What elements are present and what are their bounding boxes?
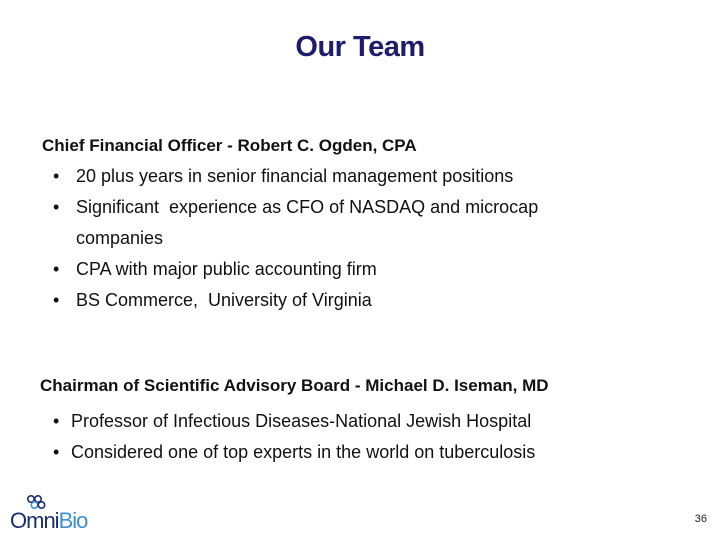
- omnibio-logo: [8, 494, 98, 534]
- logo-wordmark: [10, 508, 87, 534]
- list-item: [0, 437, 691, 468]
- cfo-section: [0, 133, 720, 316]
- list-item: [0, 406, 691, 437]
- bullet-text: CPA with major public accounting firm: [76, 259, 377, 279]
- list-item: [0, 161, 616, 192]
- chairman-section: [0, 373, 720, 468]
- list-item: [0, 192, 616, 254]
- logo-text-bio: Bio: [58, 508, 88, 533]
- bullet-dot-icon: •: [53, 411, 60, 431]
- page-number: 36: [694, 513, 707, 525]
- cfo-bullet-list: [0, 161, 720, 316]
- bullet-dot-icon: •: [53, 259, 60, 279]
- bullet-dot-icon: •: [53, 290, 60, 310]
- bullet-dot-icon: •: [53, 442, 60, 462]
- cfo-heading: Chief Financial Officer - Robert C. Ogden, CPA: [42, 136, 417, 155]
- bullet-dot-icon: •: [53, 197, 60, 217]
- bullet-dot-icon: •: [53, 166, 60, 186]
- bullet-text: BS Commerce, University of Virginia: [76, 290, 372, 310]
- logo-text-omni: Omni: [10, 508, 59, 533]
- chairman-bullet-list: [0, 406, 720, 468]
- list-item: [0, 254, 616, 285]
- slide-title: Our Team: [295, 31, 425, 63]
- bullet-text: 20 plus years in senior financial management positions: [76, 166, 514, 186]
- bullet-text: Significant experience as CFO of NASDAQ and microcap companies: [76, 197, 544, 248]
- bullet-text: Professor of Infectious Diseases-National Jewish Hospital: [71, 411, 532, 431]
- chairman-heading: Chairman of Scientific Advisory Board - Michael D. Iseman, MD: [40, 376, 549, 395]
- bullet-text: Considered one of top experts in the world on tuberculosis: [71, 442, 536, 462]
- list-item: [0, 285, 616, 316]
